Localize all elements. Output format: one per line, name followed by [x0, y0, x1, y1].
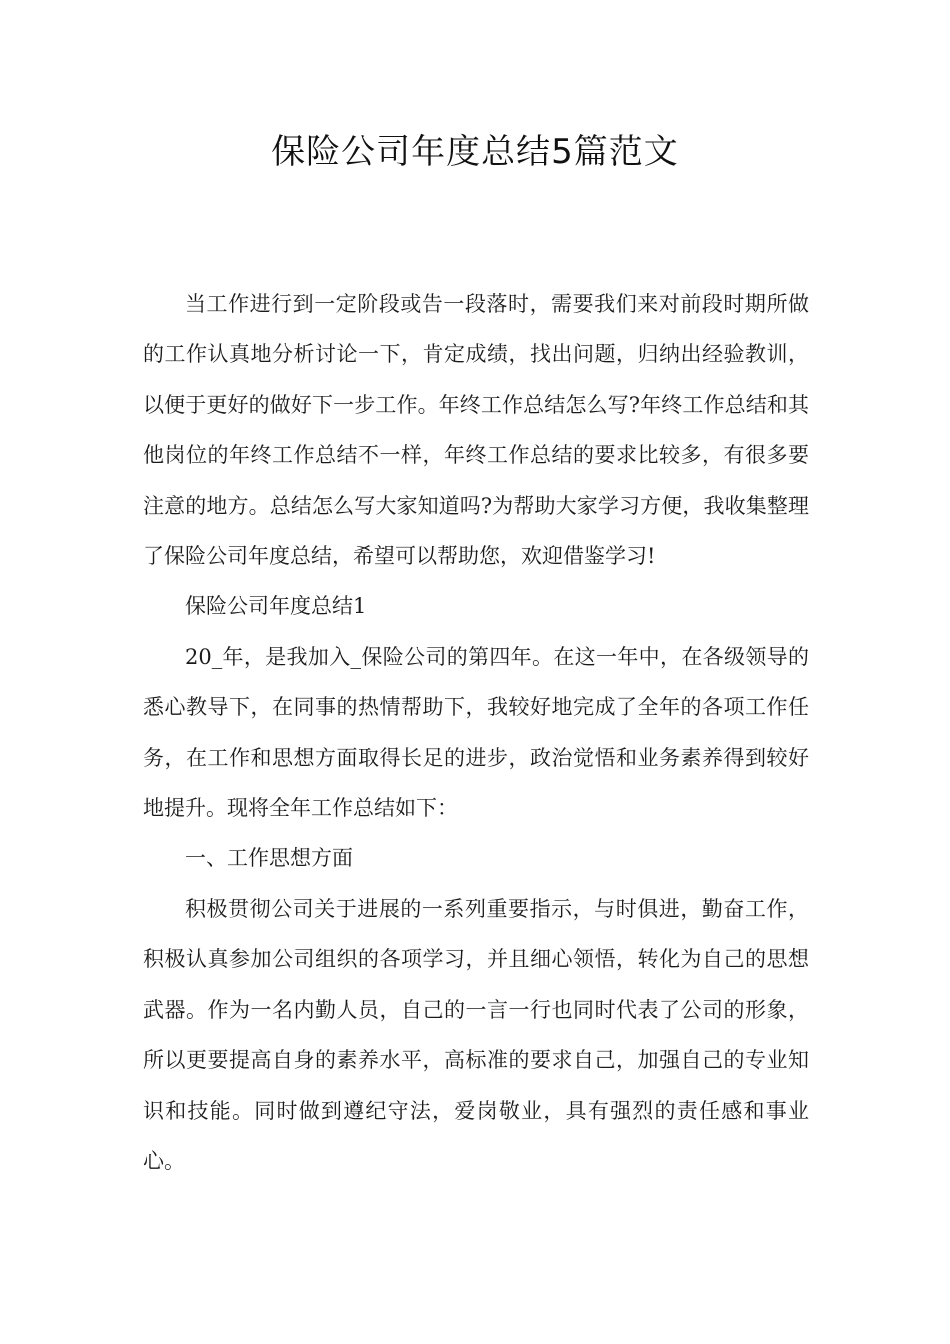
subsection-heading-work-thought: 一、工作思想方面: [185, 846, 353, 871]
section-heading-summary-1: 保险公司年度总结1: [185, 594, 367, 619]
document-body: [143, 279, 809, 1186]
intro-paragraph: 当工作进行到一定阶段或告一段落时，需要我们来对前段时期所做的工作认真地分析讨论一下，肯定成绩，找出问题，归纳出经验教训，以便于更好的做好下一步工作。年终工作总结怎么写?年终工作总结和其他岗位的年终工作总结不一样，年终工作总结的要求比较多，有很多要注意的地方。总结怎么写大家知道吗?为帮助大家学习方便，我收集整理了保险公司年度总结，希望可以帮助您，欢迎借鉴学习!: [143, 292, 809, 569]
summary-1-paragraph: 20_年，是我加入_保险公司的第四年。在这一年中，在各级领导的悉心教导下，在同事的热情帮助下，我较好地完成了全年的各项工作任务，在工作和思想方面取得长足的进步，政治觉悟和业务素养得到较好地提升。现将全年工作总结如下：: [143, 644, 809, 821]
work-thought-paragraph: 积极贯彻公司关于进展的一系列重要指示，与时俱进，勤奋工作，积极认真参加公司组织的各项学习，并且细心领悟，转化为自己的思想武器。作为一名内勤人员，自己的一言一行也同时代表了公司的形象，所以更要提高自身的素养水平，高标准的要求自己，加强自己的专业知识和技能。同时做到遵纪守法，爱岗敬业，具有强烈的责任感和事业心。: [143, 896, 809, 1173]
document-title: 保险公司年度总结5篇范文: [271, 132, 679, 172]
